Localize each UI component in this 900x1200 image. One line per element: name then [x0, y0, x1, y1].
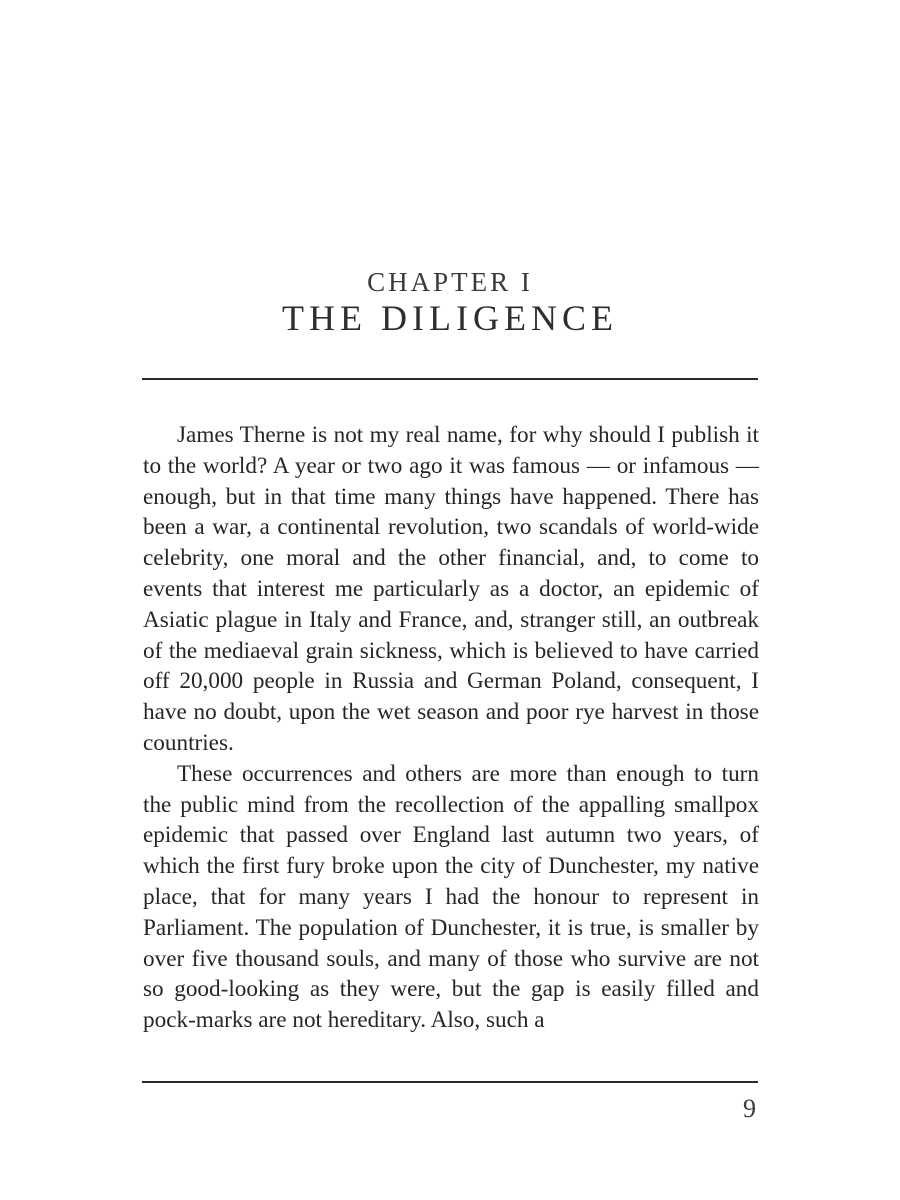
chapter-body — [143, 420, 759, 1036]
footer-divider — [142, 1081, 758, 1083]
header-divider — [142, 378, 758, 380]
chapter-label: CHAPTER I — [367, 267, 533, 297]
paragraph: These occurrences and others are more than enough to turn the public mind from the recollection of the appalling smallpox epidemic that passed over England last autumn two years, of which the first fury broke upon the city of Dunchester, my native place, that for many years I had the honour to represent in Parliament. The population of Dunchester, it is true, is smaller by over five thousand souls, and many of those who survive are not so good-looking as they were, but the gap is easily filled and pock-marks are not hereditary. Also, such a — [143, 760, 759, 1034]
paragraph: James Therne is not my real name, for why should I publish it to the world? A year or two ago it was famous — or infamous — enough, but in that time many things have happened. There has been a war, a continental revolution, two scandals of world-wide celebrity, one moral and the other financial, and, to come to events that interest me particularly as a doctor, an epidemic of Asiatic plague in Italy and France, and, stranger still, an outbreak of the mediaeval grain sickness, which is believed to have carried off 20,000 people in Russia and German Poland, consequent, I have no doubt, upon the wet season and poor rye harvest in those countries. — [143, 422, 759, 756]
page-number: 9 — [743, 1094, 756, 1123]
chapter-title: THE DILIGENCE — [282, 298, 618, 338]
